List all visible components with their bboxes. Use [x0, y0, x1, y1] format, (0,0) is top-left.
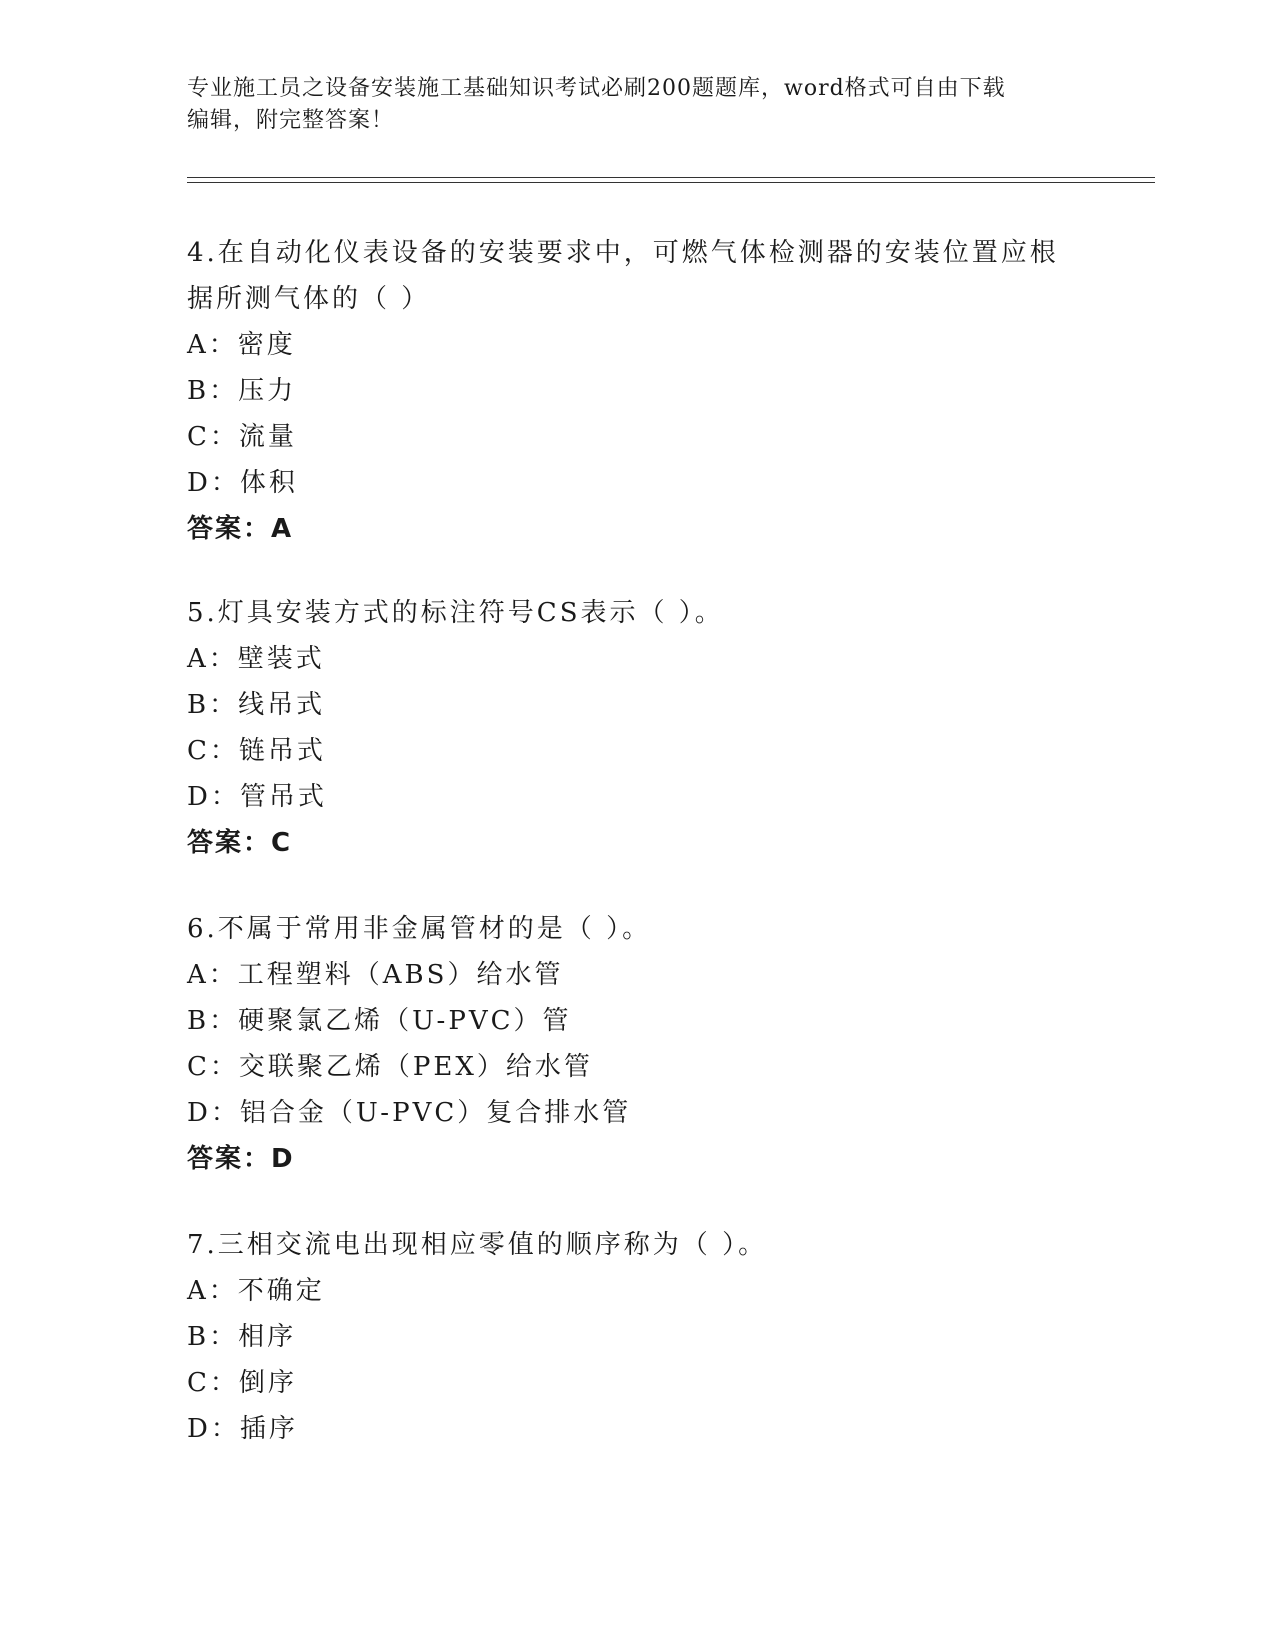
question-6 — [187, 906, 1087, 1182]
option-b: B：相序 — [187, 1322, 297, 1352]
question-stem-line-2: 据所测气体的（ ） — [187, 284, 431, 314]
option-a: A：壁装式 — [187, 644, 325, 674]
question-stem-line-1: 7.三相交流电出现相应零值的顺序称为（ ）。 — [187, 1230, 768, 1260]
option-a: A：密度 — [187, 330, 296, 360]
question-5 — [187, 590, 1087, 866]
header-divider-bottom — [187, 182, 1155, 183]
answer: 答案：D — [187, 1144, 295, 1174]
answer: 答案：A — [187, 514, 294, 544]
option-d: D：插序 — [187, 1414, 298, 1444]
option-d: D：铝合金（U-PVC）复合排水管 — [187, 1098, 632, 1128]
option-b: B：硬聚氯乙烯（U-PVC）管 — [187, 1006, 572, 1036]
question-stem-line-1: 5.灯具安装方式的标注符号CS表示（ ）。 — [187, 598, 724, 628]
option-b: B：线吊式 — [187, 690, 326, 720]
header-divider-top — [187, 177, 1155, 178]
header-line-2: 编辑，附完整答案！ — [187, 108, 395, 133]
question-stem-line-1: 6.不属于常用非金属管材的是（ ）。 — [187, 914, 652, 944]
option-d: D：管吊式 — [187, 782, 327, 812]
question-7 — [187, 1222, 1087, 1452]
answer: 答案：C — [187, 828, 293, 858]
question-4 — [187, 230, 1087, 552]
option-c: C：流量 — [187, 422, 297, 452]
option-c: C：倒序 — [187, 1368, 297, 1398]
option-d: D：体积 — [187, 468, 298, 498]
question-stem-line-1: 4.在自动化仪表设备的安装要求中，可燃气体检测器的安装位置应根 — [187, 238, 1059, 268]
header-line-1: 专业施工员之设备安装施工基础知识考试必刷200题题库，word格式可自由下载 — [187, 76, 1006, 101]
option-c: C：链吊式 — [187, 736, 326, 766]
option-a: A：不确定 — [187, 1276, 325, 1306]
option-c: C：交联聚乙烯（PEX）给水管 — [187, 1052, 593, 1082]
document-header — [187, 73, 1067, 137]
option-a: A：工程塑料（ABS）给水管 — [187, 960, 564, 990]
option-b: B：压力 — [187, 376, 297, 406]
